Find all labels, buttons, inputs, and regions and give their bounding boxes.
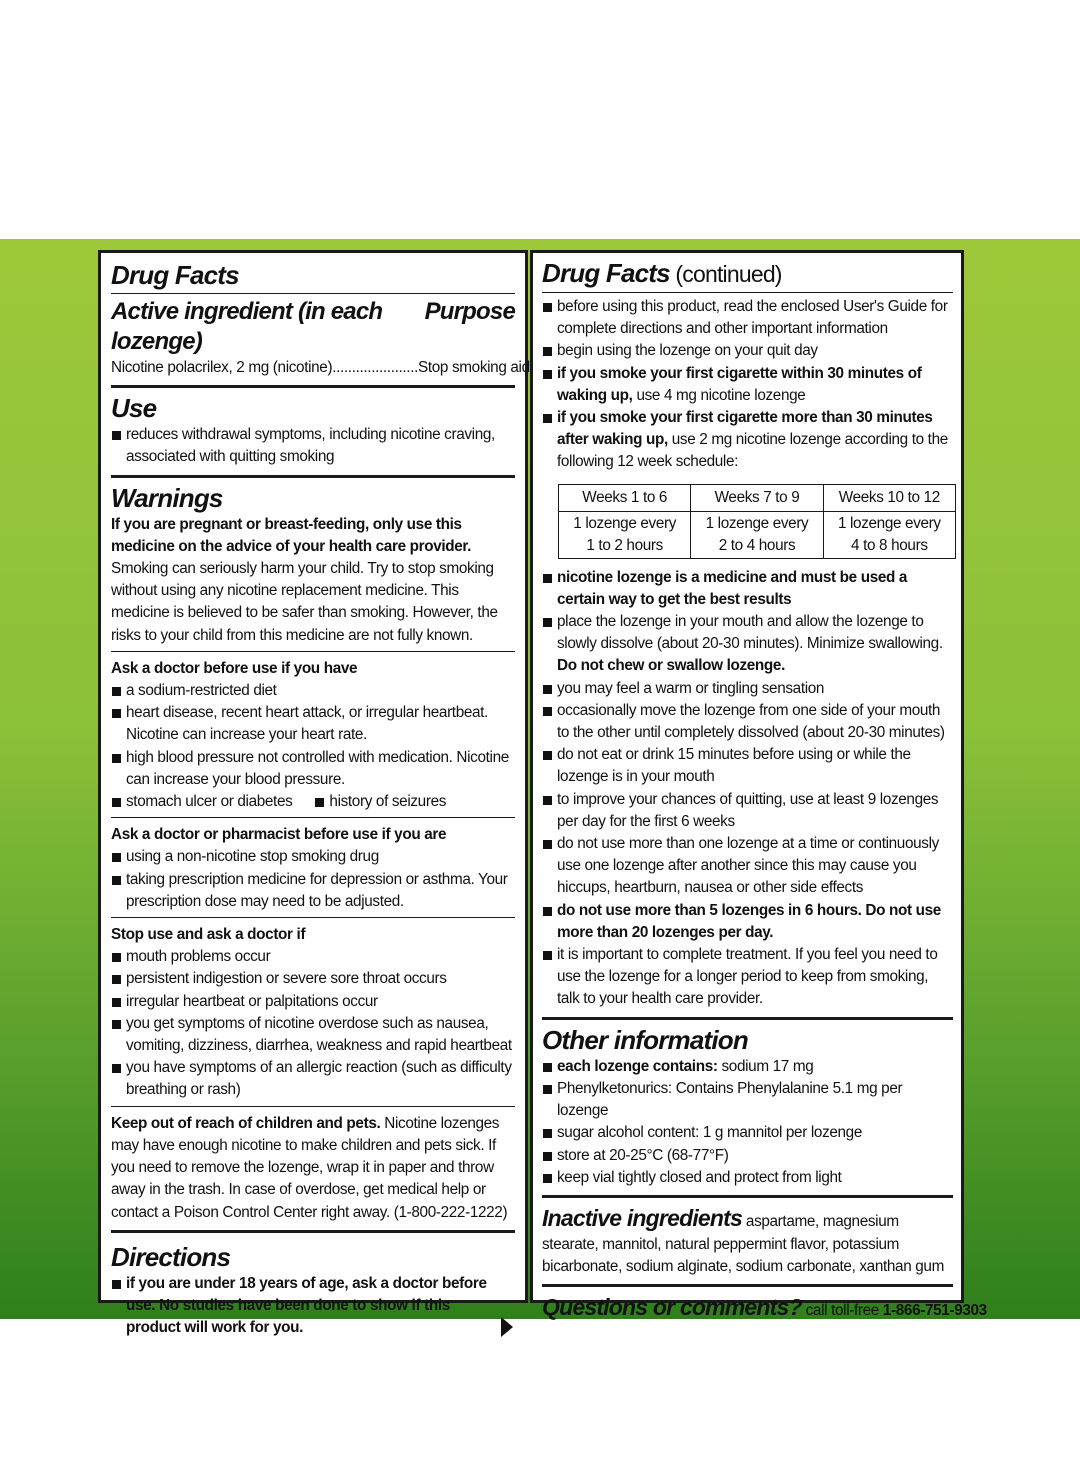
active-ingredient-heading: Active ingredient (in each lozenge) — [111, 298, 383, 355]
directions-heading: Directions — [111, 1241, 231, 1272]
list-item: using a non-nicotine stop smoking drug — [111, 846, 515, 868]
phone-number: 1-866-751-9303 — [882, 1302, 987, 1320]
continue-arrow-icon — [501, 1317, 513, 1337]
list-item: if you smoke your first cigarette within 30 minutes of waking up, use 4 mg nicotine lozenge — [542, 363, 953, 407]
use-heading: Use — [111, 393, 157, 424]
dosing-schedule-table — [558, 484, 956, 559]
table-row — [559, 484, 956, 511]
list-item: if you smoke your first cigarette more than 30 minutes after waking up, use 2 mg nicotine lozenge according to the following 12 week schedule: — [542, 407, 953, 474]
list-item: keep vial tightly closed and protect from light — [542, 1167, 953, 1189]
list-item: irregular heartbeat or palpitations occur — [111, 991, 515, 1013]
list-item: you may feel a warm or tingling sensation — [542, 678, 953, 700]
list-item: Phenylketonurics: Contains Phenylalanine 5.1 mg per lozenge — [542, 1078, 953, 1122]
list-item: do not use more than one lozenge at a time or continuously use one lozenge after another since this may cause you hiccups, heartburn, nausea or other side effects — [542, 833, 953, 900]
other-information-heading: Other information — [542, 1024, 748, 1055]
list-item: it is important to complete treatment. If you feel you need to use the lozenge for a longer period to keep from smoking, talk to your health care provider. — [542, 944, 953, 1011]
list-item: before using this product, read the enclosed User's Guide for complete directions and other important information — [542, 296, 953, 340]
use-item: reduces withdrawal symptoms, including nicotine craving, associated with quitting smoking — [111, 424, 515, 468]
list-item: you get symptoms of nicotine overdose such as nausea, vomiting, dizziness, diarrhea, weakness and rapid heartbeat — [111, 1013, 515, 1057]
list-item: nicotine lozenge is a medicine and must be used a certain way to get the best results — [542, 567, 953, 611]
inactive-ingredients-section — [542, 1198, 953, 1287]
table-header-cell: Weeks 1 to 6 — [559, 484, 691, 511]
list-item: occasionally move the lozenge from one side of your mouth to the other until completely dissolved (about 20-30 minutes) — [542, 700, 953, 744]
directions-section — [111, 1233, 515, 1346]
list-item: store at 20-25°C (68-77°F) — [542, 1145, 953, 1167]
table-row — [559, 511, 956, 558]
warnings-section — [111, 478, 515, 1233]
active-ingredient-line: Nicotine polacrilex, 2 mg (nicotine)......................Stop smoking aid — [111, 359, 530, 376]
list-item: each lozenge contains: sodium 17 mg — [542, 1056, 953, 1078]
list-item: sugar alcohol content: 1 g mannitol per lozenge — [542, 1122, 953, 1144]
inactive-ingredients-text: aspartame, magnesium stearate, mannitol, natural peppermint flavor, potassium bicarbonate, sodium alginate, sodium carbonate, xanthan gum — [542, 1212, 944, 1276]
drug-facts-continued-title: Drug Facts (continued) — [542, 258, 782, 288]
drug-facts-right-panel — [530, 250, 987, 1321]
table-header-cell: Weeks 10 to 12 — [823, 484, 955, 511]
directions-continued-section — [542, 253, 953, 1020]
ask-doctor-title: Ask a doctor before use if you have — [111, 659, 358, 677]
table-cell: 1 lozenge every 4 to 8 hours — [823, 511, 955, 558]
purpose-heading: Purpose — [424, 298, 515, 325]
ask-pharmacist-block — [111, 817, 515, 913]
table-cell: 1 lozenge every 2 to 4 hours — [691, 511, 823, 558]
questions-section — [542, 1287, 987, 1329]
stop-use-block — [111, 917, 515, 1102]
warnings-heading: Warnings — [111, 482, 223, 513]
list-item: a sodium-restricted diet — [111, 680, 515, 702]
table-cell: 1 lozenge every 1 to 2 hours — [559, 511, 691, 558]
list-item: do not use more than 5 lozenges in 6 hours. Do not use more than 20 lozenges per day. — [542, 900, 953, 944]
ask-doctor-block — [111, 651, 515, 813]
table-header-cell: Weeks 7 to 9 — [691, 484, 823, 511]
list-item: high blood pressure not controlled with medication. Nicotine can increase your blood pressure. — [111, 747, 515, 791]
list-item: mouth problems occur — [111, 946, 515, 968]
list-item: heart disease, recent heart attack, or irregular heartbeat. Nicotine can increase your heart rate. — [111, 702, 515, 746]
directions-item: if you are under 18 years of age, ask a doctor before use. No studies have been done to show if this product will work for you. — [111, 1273, 515, 1340]
pregnancy-warning: If you are pregnant or breast-feeding, only use this medicine on the advice of your health care provider. Smoking can seriously harm your child. Try to stop smoking without using any nicotine replacement medicine. This medicine is believed to be safer than smoking. However, the risks to your child from this medicine are not fully known. — [111, 515, 498, 644]
active-ingredient-section — [111, 253, 530, 388]
other-information-section — [542, 1020, 953, 1198]
list-item: to improve your chances of quitting, use at least 9 lozenges per day for the first 6 weeks — [542, 789, 953, 833]
ask-pharmacist-title: Ask a doctor or pharmacist before use if you are — [111, 826, 447, 844]
use-section — [111, 388, 515, 477]
inactive-ingredients-heading: Inactive ingredients — [542, 1204, 743, 1231]
drug-facts-title: Drug Facts — [111, 260, 239, 290]
list-item: stomach ulcer or diabetes — [111, 791, 292, 813]
list-item: begin using the lozenge on your quit day — [542, 340, 953, 362]
list-item: history of seizures — [314, 791, 446, 813]
questions-heading: Questions or comments? — [542, 1294, 802, 1321]
list-item: you have symptoms of an allergic reaction (such as difficulty breathing or rash) — [111, 1057, 515, 1101]
list-item: place the lozenge in your mouth and allow the lozenge to slowly dissolve (about 20-30 minutes). Minimize swallowing. Do not chew or swallow lozenge. — [542, 611, 953, 678]
stop-use-title: Stop use and ask a doctor if — [111, 926, 306, 944]
list-item: persistent indigestion or severe sore throat occurs — [111, 968, 515, 990]
questions-text: call toll-free — [801, 1302, 883, 1320]
drug-facts-left-panel — [98, 250, 530, 1337]
keep-out-of-reach-block: Keep out of reach of children and pets. Nicotine lozenges may have enough nicotine to make children and pets sick. If you need to remove the lozenge, wrap it in paper and throw away in the trash. In case of overdose, get medical help or contact a Poison Control Center right away. (1-800-222-1222) — [111, 1106, 515, 1224]
list-item: taking prescription medicine for depression or asthma. Your prescription dose may need to be adjusted. — [111, 869, 515, 913]
list-item: do not eat or drink 15 minutes before using or while the lozenge is in your mouth — [542, 744, 953, 788]
